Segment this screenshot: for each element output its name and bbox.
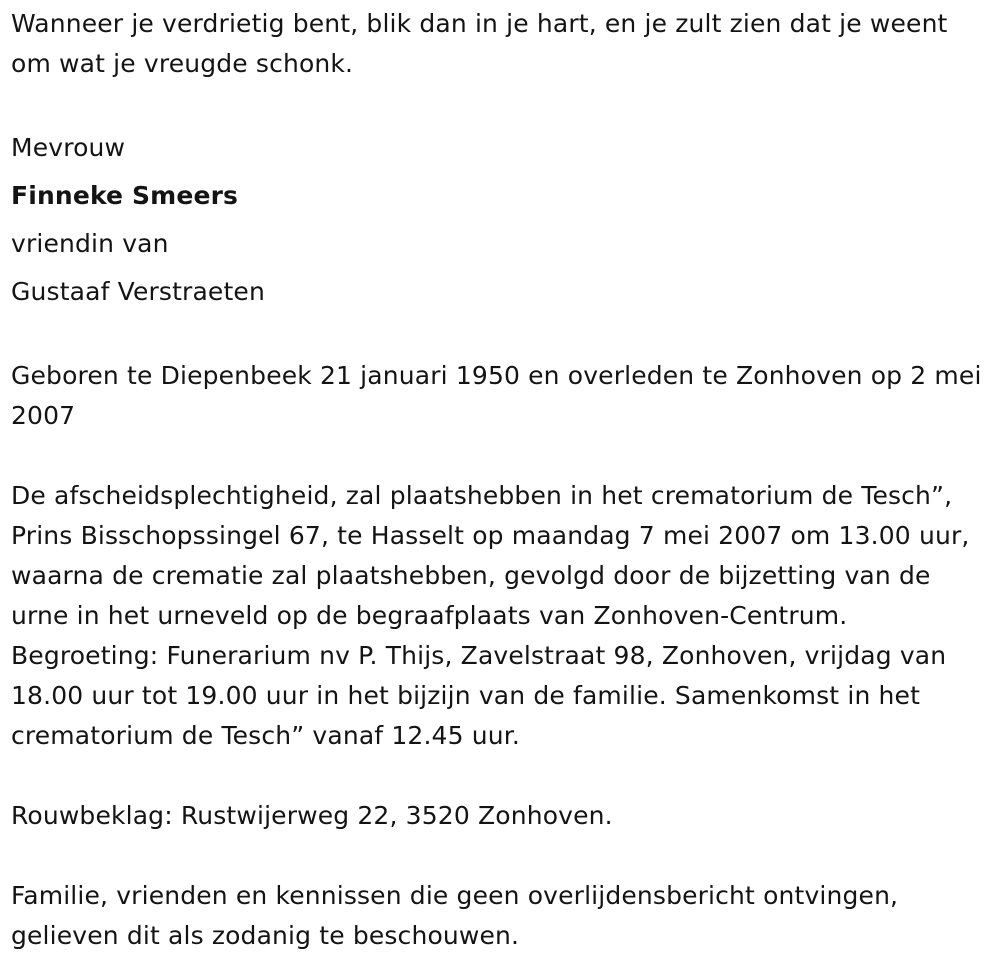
notice-paragraph: Familie, vrienden en kennissen die geen overlijdensbericht ontvingen, gelieven dit als zodanig te beschouwen. [11, 881, 899, 950]
condolence-address: Rouwbeklag: Rustwijerweg 22, 3520 Zonhoven. [11, 801, 613, 830]
spacer [11, 316, 986, 356]
spacer [11, 756, 986, 796]
relation-label: vriendin van [11, 229, 169, 258]
obituary-text [11, 4, 986, 956]
spacer [11, 436, 986, 476]
partner-name: Gustaaf Verstraeten [11, 277, 265, 306]
birth-death-paragraph: Geboren te Diepenbeek 21 januari 1950 en overleden te Zonhoven op 2 mei 2007 [11, 361, 982, 430]
deceased-name: Finneke Smeers [11, 181, 239, 210]
title-prefix: Mevrouw [11, 133, 126, 162]
quote-paragraph: Wanneer je verdrietig bent, blik dan in je hart, en je zult zien dat je weent om wat je vreugde schonk. [11, 9, 948, 78]
spacer [11, 836, 986, 876]
ceremony-paragraph: De afscheidsplechtigheid, zal plaatshebben in het crematorium de Tesch”, Prins Bisschopssingel 67, te Hasselt op maandag 7 mei 2007 om 13.00 uur, waarna de crematie zal plaatshebben, gevolgd door de bijzetting van de urne in het urneveld op de begraafplaats van Zonhoven-Centrum. Begroeting: Funerarium nv P. Thijs, Zavelstraat 98, Zonhoven, vrijdag van 18.00 uur tot 19.00 uur in het bijzijn van de familie. Samenkomst in het crematorium de Tesch” vanaf 12.45 uur. [11, 481, 970, 750]
spacer [11, 84, 986, 124]
